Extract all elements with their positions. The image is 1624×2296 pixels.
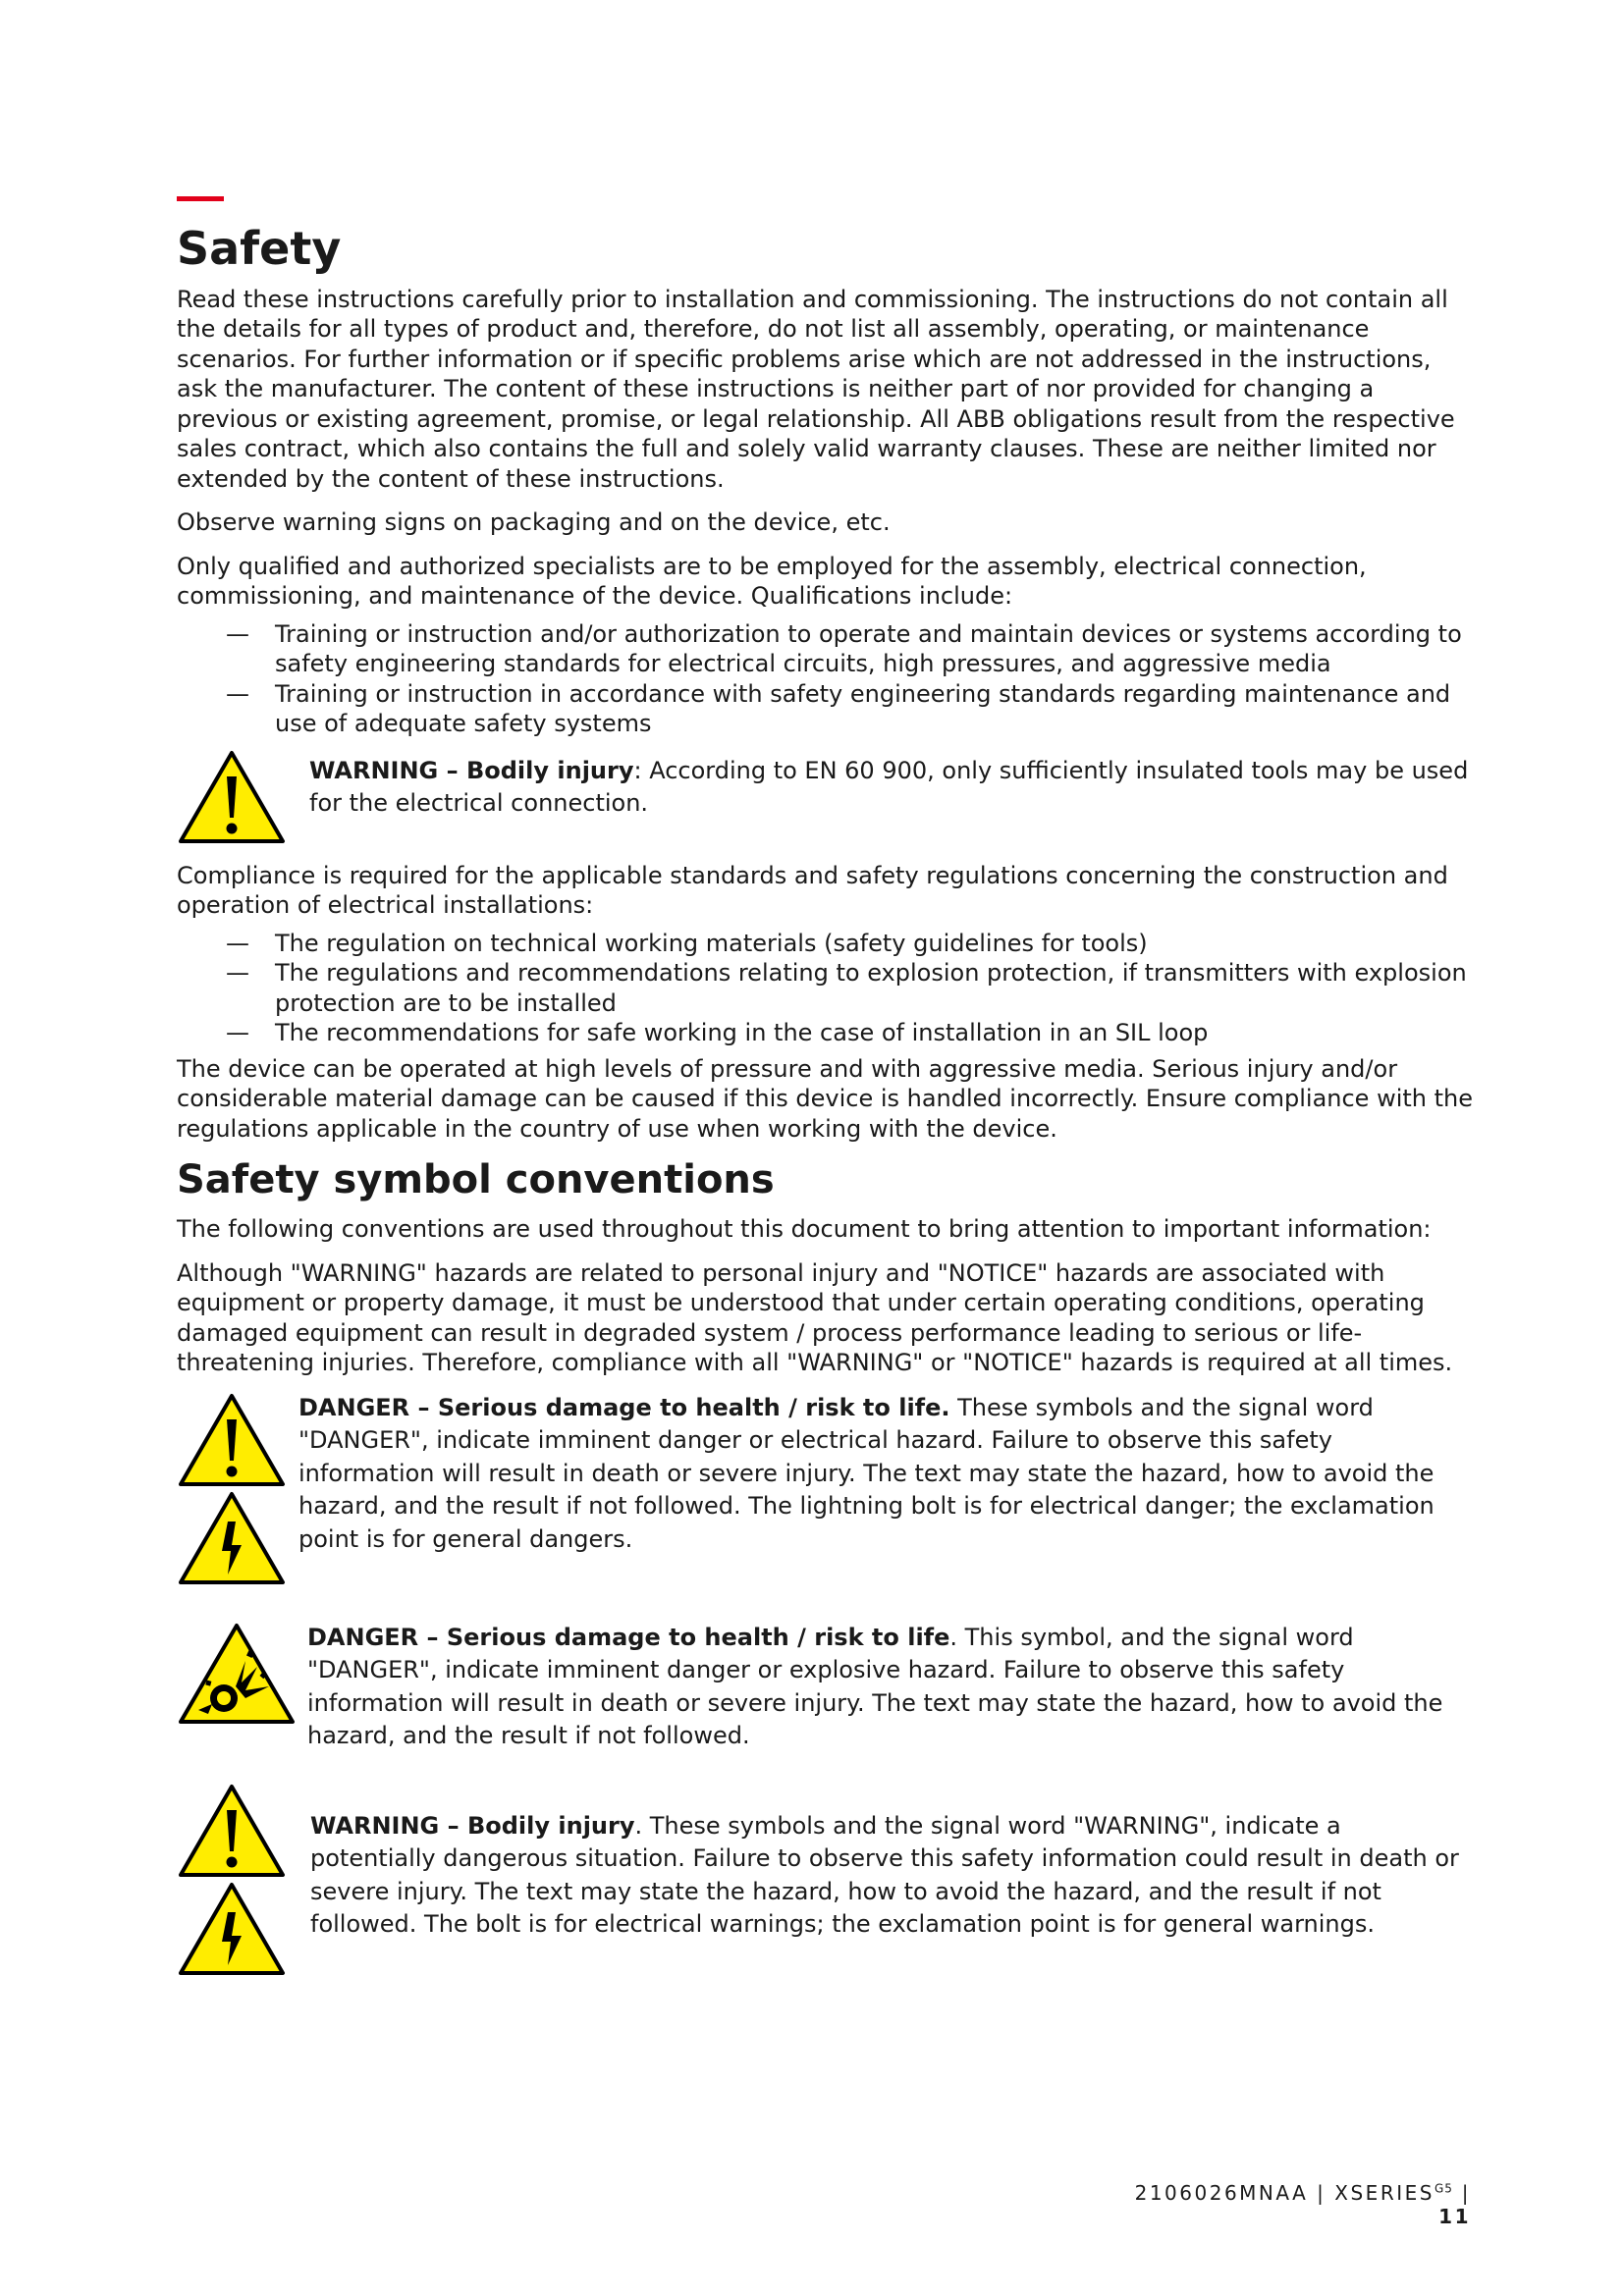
document-page bbox=[177, 196, 1473, 1993]
doc-number: 2106026MNAA bbox=[1134, 2181, 1309, 2205]
conventions-paragraph: The following conventions are used throughout this document to bring attention to important information: bbox=[177, 1215, 1432, 1244]
danger-text: DANGER – Serious damage to health / risk to life. These symbols and the signal word "DANGER", indicate imminent danger or electrical hazard. Failure to observe this safety information will result in death or severe injury. The text may state the hazard, how to avoid the hazard, and the result if not followed. The lightning bolt is for electrical danger; the exclamation point is for general dangers. bbox=[298, 1393, 1435, 1553]
compliance-paragraph: Compliance is required for the applicable standards and safety regulations concerning the construction and operation of electrical installations: bbox=[177, 861, 1448, 920]
section-title: Safety symbol conventions bbox=[177, 1157, 775, 1203]
page-title: Safety bbox=[177, 222, 342, 275]
conventions-paragraph: Although "WARNING" hazards are related to personal injury and "NOTICE" hazards are associated with equipment or property damage, it must be understood that under certain operating conditions, operating damaged equipment can result in degraded system / process performance leading to serious or life-threatening injuries. Therefore, compliance with all "WARNING" or "NOTICE" hazards is required at all times. bbox=[177, 1258, 1453, 1377]
intro-paragraph: Read these instructions carefully prior to installation and commissioning. The instructions do not contain all the details for all types of product and, therefore, do not list all assembly, operating, or maintenance scenarios. For further information or if specific problems arise which are not addressed in the instructions, ask the manufacturer. The content of these instructions is neither part of nor provided for changing a previous or existing agreement, promise, or legal relationship. All ABB obligations result from the respective sales contract, which also contains the full and solely valid warranty clauses. These are neither limited nor extended by the content of these instructions. bbox=[177, 285, 1455, 493]
qualifications-list bbox=[177, 619, 1473, 739]
page-number: 11 bbox=[1438, 2205, 1471, 2228]
warning-triangle-icon bbox=[177, 749, 287, 845]
dash-bullet: — bbox=[226, 959, 249, 988]
electrical-hazard-icon bbox=[177, 1881, 287, 1977]
dash-bullet: — bbox=[226, 619, 249, 648]
product-series: XSERIES bbox=[1334, 2181, 1435, 2205]
warning-callout bbox=[177, 749, 1473, 845]
danger-text: DANGER – Serious damage to health / risk to life. This symbol, and the signal word "DANGER", indicate imminent danger or explosive hazard. Failure to observe this safety information will result in death or severe injury. The text may state the hazard, how to avoid the hazard, and the result if not followed. bbox=[307, 1623, 1443, 1750]
list-item: — The regulations and recommendations relating to explosion protection, if transmitters with explosion protection are to be installed bbox=[226, 959, 1467, 1017]
warning-text: WARNING – Bodily injury. These symbols and the signal word "WARNING", indicate a potentially dangerous situation. Failure to observe this safety information could result in death or severe injury. The text may state the hazard, how to avoid the hazard, and the result if not followed. The bolt is for electrical warnings; the exclamation point is for general warnings. bbox=[310, 1811, 1459, 1939]
regulations-list bbox=[177, 929, 1473, 1048]
product-series-suffix: G5 bbox=[1434, 2181, 1453, 2196]
accent-bar bbox=[177, 196, 224, 201]
footer-separator: | bbox=[1461, 2181, 1471, 2205]
warning-text: WARNING – Bodily injury: According to EN 60 900, only sufficiently insulated tools may be used for the electrical connection. bbox=[309, 756, 1469, 818]
warning-triangle-icon bbox=[177, 1783, 287, 1879]
dash-bullet: — bbox=[226, 929, 249, 957]
danger-electrical-callout bbox=[177, 1392, 1473, 1586]
operation-paragraph: The device can be operated at high levels of pressure and with aggressive media. Serious injury and/or considerable material damage can be caused if this device is handled incorrectly. Ensure compliance with the regulations applicable in the country of use when working with the device. bbox=[177, 1054, 1474, 1143]
list-item: — The recommendations for safe working in the case of installation in an SIL loop bbox=[226, 1019, 1209, 1047]
warning-triangle-icon bbox=[177, 1392, 287, 1488]
dash-bullet: — bbox=[226, 1019, 249, 1047]
intro-paragraph: Only qualified and authorized specialists are to be employed for the assembly, electrical connection, commissioning, and maintenance of the device. Qualifications include: bbox=[177, 552, 1367, 611]
explosive-hazard-icon bbox=[177, 1622, 297, 1726]
electrical-hazard-icon bbox=[177, 1490, 287, 1586]
dash-bullet: — bbox=[226, 679, 249, 708]
page-footer bbox=[1098, 2181, 1471, 2228]
list-item: — Training or instruction in accordance with safety engineering standards regarding maintenance and use of adequate safety systems bbox=[226, 679, 1451, 738]
danger-explosive-callout bbox=[177, 1622, 1473, 1753]
list-item: — Training or instruction and/or authorization to operate and maintain devices or systems according to safety engineering standards for electrical circuits, high pressures, and aggressive media bbox=[226, 619, 1462, 678]
warning-electrical-callout bbox=[177, 1783, 1473, 1977]
intro-paragraph: Observe warning signs on packaging and on the device, etc. bbox=[177, 508, 891, 537]
footer-separator: | bbox=[1317, 2181, 1326, 2205]
list-item: — The regulation on technical working materials (safety guidelines for tools) bbox=[226, 929, 1148, 957]
